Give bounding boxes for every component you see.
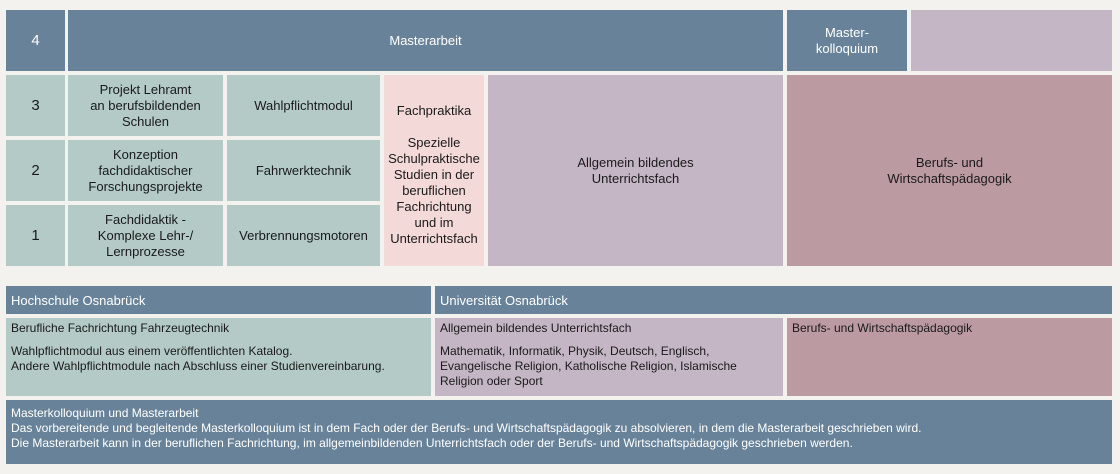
fahrzeugtechnik-text: Wahlpflichtmodul aus einem veröffentlichten Katalog. Andere Wahlpflichtmodule nach Abschluss einer Studienvereinbarung.	[11, 344, 385, 373]
master-legend-title: Masterkolloquium und Masterarbeit	[11, 406, 199, 420]
projekt-lehramt-module: Projekt Lehramt an berufsbildenden Schulen	[68, 75, 223, 136]
konzeption-module: Konzeption fachdidaktischer Forschungsprojekte	[68, 140, 223, 201]
masterkolloquium-color-block	[911, 10, 1112, 71]
verbrennungsmotoren-module: Verbrennungsmotoren	[227, 205, 380, 266]
fahrzeugtechnik-legend	[6, 318, 431, 396]
berufs-legend-title: Berufs- und Wirtschaftspädagogik	[792, 321, 973, 335]
semester-3-label: 3	[6, 75, 65, 136]
fachpraktika-block	[384, 75, 484, 266]
fachdidaktik-module: Fachdidaktik - Komplexe Lehr-/ Lernprozesse	[68, 205, 223, 266]
allgemein-legend-title: Allgemein bildendes Unterrichtsfach	[440, 321, 632, 335]
semester-1-label: 1	[6, 205, 65, 266]
berufs-legend	[787, 318, 1112, 396]
wahlpflichtmodul-module: Wahlpflichtmodul	[227, 75, 380, 136]
fachpraktika-title: Fachpraktika	[396, 103, 472, 118]
berufs-wirtschaftspaedagogik-block: Berufs- und Wirtschaftspädagogik	[787, 75, 1112, 266]
masterkolloquium-block: Master- kolloquium	[787, 10, 907, 71]
universitaet-header: Universität Osnabrück	[435, 286, 1112, 314]
semester-4-label: 4	[6, 10, 65, 71]
allgemein-legend-text: Mathematik, Informatik, Physik, Deutsch, Englisch, Evangelische Religion, Katholische Religion, Islamische Religion oder Sport	[440, 344, 737, 388]
fachpraktika-text: Spezielle Schulpraktische Studien in der beruflichen Fachrichtung und im Unterrichtsfach	[388, 135, 480, 246]
masterarbeit-block: Masterarbeit	[68, 10, 783, 71]
allgemein-unterrichtsfach-block: Allgemein bildendes Unterrichtsfach	[488, 75, 783, 266]
master-legend-text: Das vorbereitende und begleitende Masterkolloquium ist in dem Fach oder der Berufs- und Wirtschaftspädagogik zu absolvieren, in dem die Masterarbeit geschrieben wird. Die Masterarbeit kann in der beruflichen Fachrichtung, im allgemeinbildenden Unterrichtsfach oder der Berufs- und Wirtschaftspädagogik geschrieben werden.	[11, 421, 922, 450]
allgemein-legend	[435, 318, 783, 396]
hochschule-header: Hochschule Osnabrück	[6, 286, 431, 314]
semester-2-label: 2	[6, 140, 65, 201]
master-legend	[6, 400, 1112, 464]
fahrzeugtechnik-title: Berufliche Fachrichtung Fahrzeugtechnik	[11, 321, 230, 335]
fahrwerktechnik-module: Fahrwerktechnik	[227, 140, 380, 201]
